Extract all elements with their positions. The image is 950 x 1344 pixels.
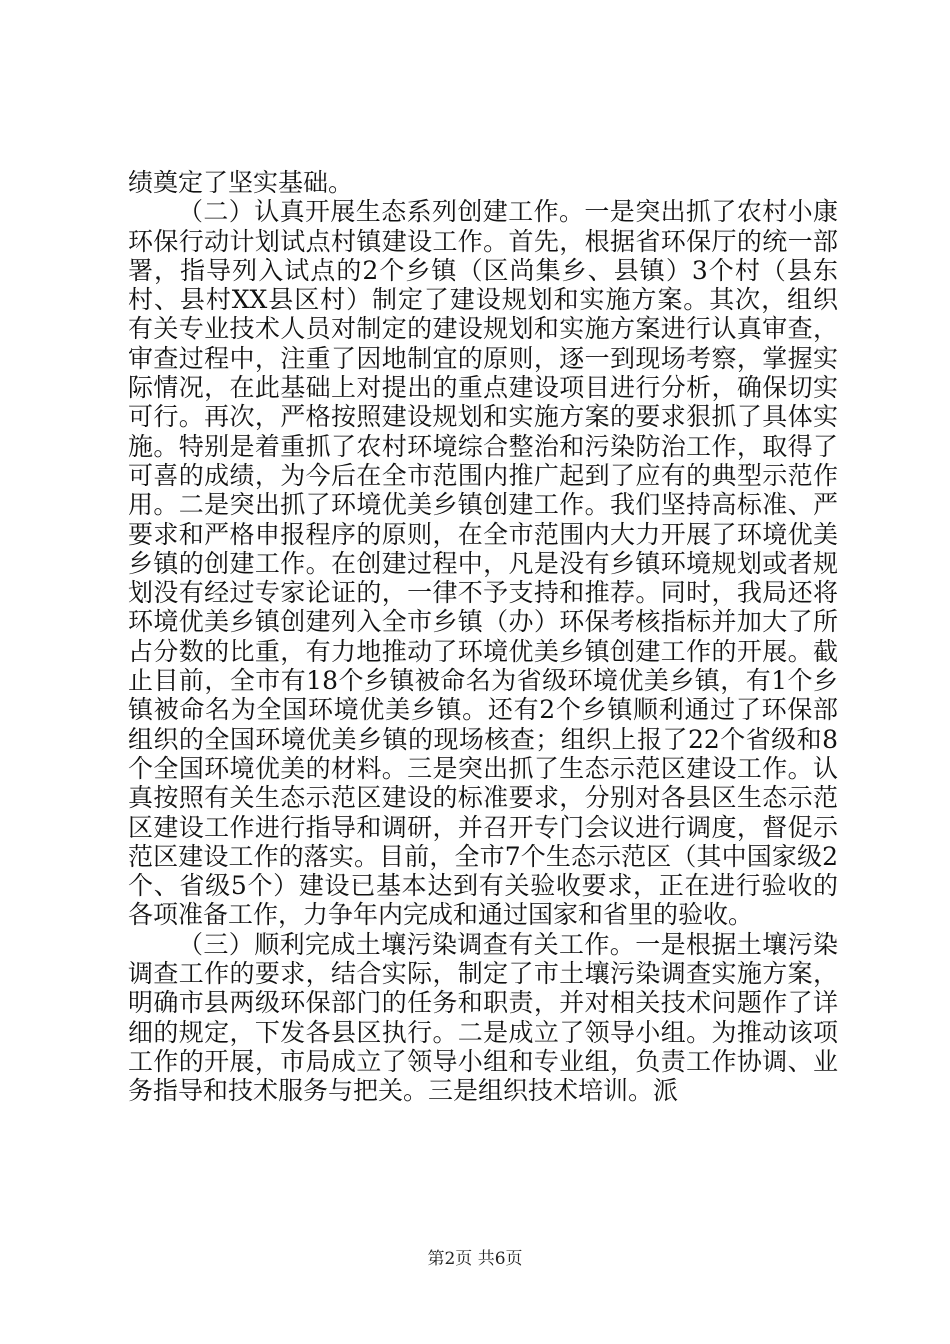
paragraph-section-3: （三）顺利完成土壤污染调查有关工作。一是根据土壤污染调查工作的要求，结合实际，制定了市土壤污染调查实施方案，明确市县两级环保部门的任务和职责，并对相关技术问题作了详细的规定，下发各县区执行。二是成立了领导小组。为推动该项工作的开展，市局成立了领导小组和专业组，负责工作协调、业务指导和技术服务与把关。三是组织技术培训。派: [128, 929, 838, 1106]
paragraph-section-2: （二）认真开展生态系列创建工作。一是突出抓了农村小康环保行动计划试点村镇建设工作。首先，根据省环保厅的统一部署，指导列入试点的2个乡镇（区尚集乡、县镇）3个村（县东村、县村XX县区村）制定了建设规划和实施方案。其次，组织有关专业技术人员对制定的建设规划和实施方案进行认真审查，审查过程中，注重了因地制宜的原则，逐一到现场考察，掌握实际情况，在此基础上对提出的重点建设项目进行分析，确保切实可行。再次，严格按照建设规划和实施方案的要求狠抓了具体实施。特别是着重抓了农村环境综合整治和污染防治工作，取得了可喜的成绩，为今后在全市范围内推广起到了应有的典型示范作用。二是突出抓了环境优美乡镇创建工作。我们坚持高标准、严要求和严格申报程序的原则，在全市范围内大力开展了环境优美乡镇的创建工作。在创建过程中，凡是没有乡镇环境规划或者规划没有经过专家论证的，一律不予支持和推荐。同时，我局还将环境优美乡镇创建列入全市乡镇（办）环保考核指标并加大了所占分数的比重，有力地推动了环境优美乡镇创建工作的开展。截止目前，全市有18个乡镇被命名为省级环境优美乡镇，有1个乡镇被命名为全国环境优美乡镇。还有2个乡镇顺利通过了环保部组织的全国环境优美乡镇的现场核查；组织上报了22个省级和8个全国环境优美的材料。三是突出抓了生态示范区建设工作。认真按照有关生态示范区建设的标准要求，分别对各县区生态示范区建设工作进行指导和调研，并召开专门会议进行调度，督促示范区建设工作的落实。目前，全市7个生态示范区（其中国家级2个、省级5个）建设已基本达到有关验收要求，正在进行验收的各项准备工作，力争年内完成和通过国家和省里的验收。: [128, 197, 838, 930]
page-number-footer: 第2页 共6页: [427, 1249, 523, 1269]
paragraph-continuation: 绩奠定了坚实基础。: [128, 168, 354, 197]
body-text: [128, 168, 838, 1106]
